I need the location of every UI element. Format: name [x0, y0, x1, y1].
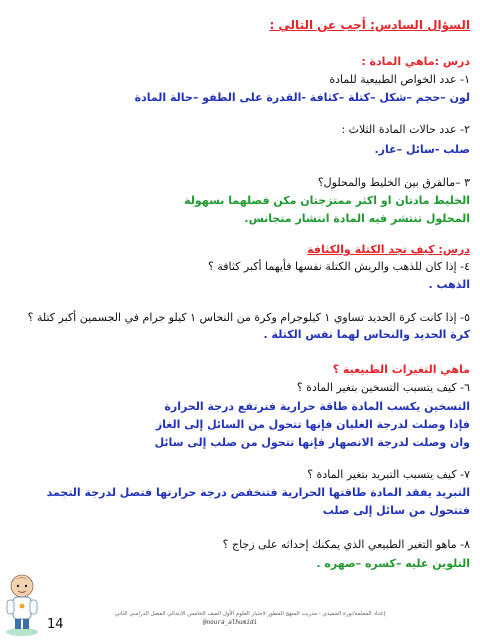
question-7: ٧- كيف يتسبب التبريد بتغير المادة ؟	[307, 468, 470, 481]
answer-6-line-2: فإذا وصلت لدرجة الغليان فإنها تتحول من السائل إلى الغاز	[155, 418, 470, 431]
question-1: ١- عدد الخواص الطبيعية للمادة	[329, 73, 470, 86]
page-number: 14	[47, 617, 64, 632]
question-8: ٨- ماهو التغير الطبيعي الذي يمكنك إحداثه على زجاج ؟	[222, 538, 470, 551]
footer-handle: @noura_alhumidi	[202, 619, 258, 626]
answer-5: كرة الحديد والنحاس لهما نفس الكتلة .	[263, 328, 470, 341]
footer-credit: إعداد المعلمة/نورة الحميدي - مدريب المنهج المطور لاختبار العلوم الأول الصف الخامس الابتدائي الفصل الدراسي الثاني	[114, 611, 386, 617]
section-title: السؤال السادس: أجب عن التالي :	[269, 18, 470, 32]
answer-3-line-2: المحلول تنتشر فيه المادة انتشار متجانس.	[244, 212, 470, 225]
answer-7-line-1: التبريد يفقد المادة طاقتها الحرارية فتنخفض درجة حرارتها فتصل لدرجة التجمد	[46, 486, 470, 499]
answer-8: التلوين عليه –كسره –صهره .	[316, 557, 470, 570]
question-5: ٥- إذا كانت كرة الحديد تساوي ١ كيلوجرام وكرة من النحاس ١ كيلو جرام في الجسمين أكبر كتلة ؟	[27, 311, 470, 324]
answer-7-line-2: فتتحول من سائل إلى صلب	[322, 504, 470, 517]
lesson-title-mass-density: درس: كيف تجد الكتلة والكثافة	[307, 243, 470, 256]
question-4: ٤- إذا كان للذهب والريش الكتلة نفسها فأيهما أكبر كثافة ؟	[207, 260, 470, 273]
answer-3-line-1: الخليط مادتان او اكثر ممتزجتان مكن فصلهما بسهولة	[184, 194, 470, 207]
answer-1: لون –حجم –شكل –كتلة –كثافة -القدرة على الطفو –حالة المادة	[134, 91, 470, 104]
student-mascot-icon	[2, 570, 42, 638]
question-3: ٣ –مالفرق بين الخليط والمحلول؟	[317, 176, 470, 189]
lesson-title-physical-changes: ماهي التغيرات الطبيعية ؟	[332, 363, 470, 376]
answer-4: الذهب .	[428, 278, 470, 291]
lesson-title-matter: درس :ماهي المادة :	[361, 55, 470, 68]
question-2: ٢- عدد حالات المادة الثلاث :	[341, 123, 470, 136]
answer-2: صلب -سائل –غاز.	[374, 143, 470, 156]
question-6: ٦- كيف يتسبب التسخين بتغير المادة ؟	[296, 381, 470, 394]
answer-6-line-1: التسخين يكسب المادة طاقة حرارية فترتفع درجة الحرارة	[164, 400, 470, 413]
answer-6-line-3: وان وصلت لدرجة الانصهار فإنها تتحول من صلب إلى سائل	[154, 436, 470, 449]
